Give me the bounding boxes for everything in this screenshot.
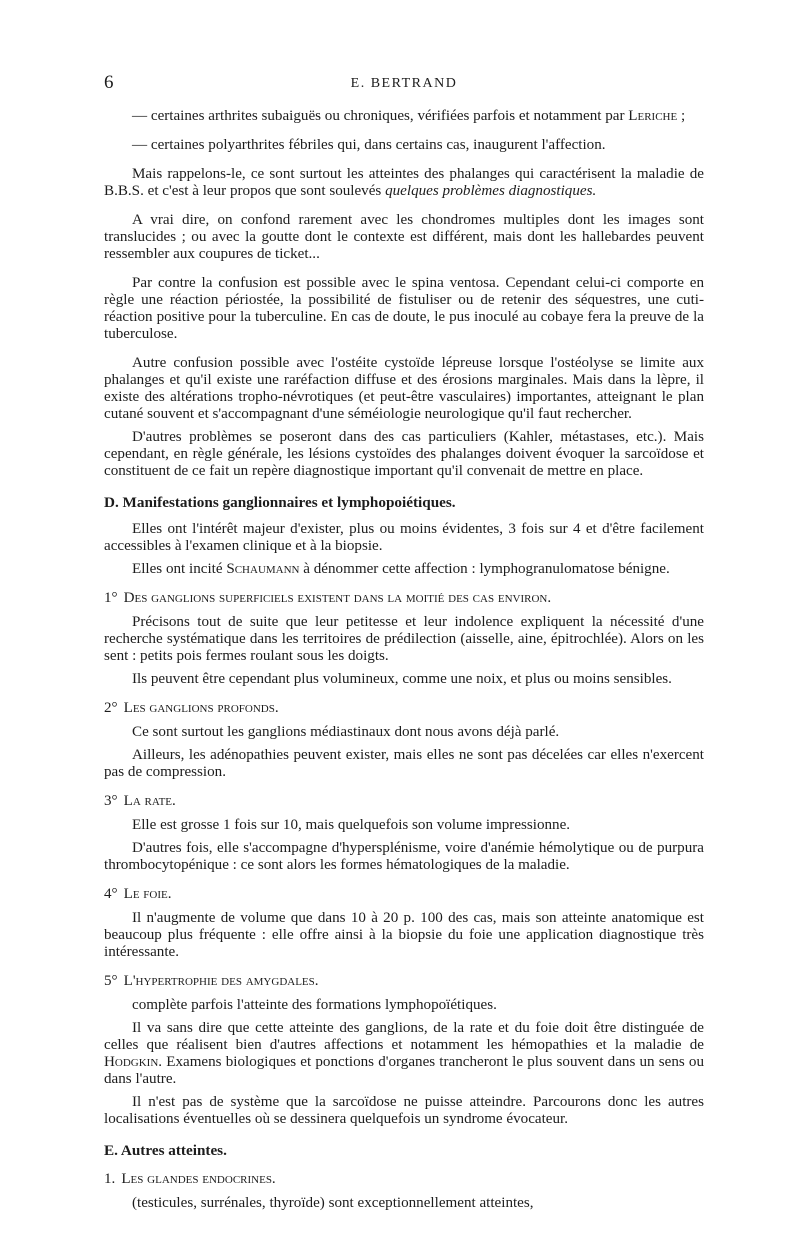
subsection-heading: 2° Les ganglions profonds. bbox=[104, 700, 279, 716]
paragraph: Mais rappelons-le, ce sont surtout les atteintes des phalanges qui caractérisent la maladie de B.B.S. et c'est à leur propos que sont soulevés quelques problèmes diagnostiques. bbox=[104, 166, 704, 199]
paragraph: Précisons tout de suite que leur petitesse et leur indolence expliquent la nécessité d'une recherche systématique dans les territoires de prédilection (aisselle, aine, épitrochlée). Alors on les sent : petits pois fermes roulant sous les doigts. bbox=[104, 614, 704, 664]
paragraph: Elles ont l'intérêt majeur d'exister, plus ou moins évidentes, 3 fois sur 4 et d'être facilement accessibles à l'examen clinique et à la biopsie. bbox=[104, 521, 704, 554]
paragraph: Ailleurs, les adénopathies peuvent exister, mais elles ne sont pas décelées car elles n'exercent pas de compression. bbox=[104, 747, 704, 780]
paragraph: Il n'est pas de système que la sarcoïdose ne puisse atteindre. Parcourons donc les autres localisations éventuelles où se dessinera quelquefois un syndrome évocateur. bbox=[104, 1094, 704, 1127]
paragraph: complète parfois l'atteinte des formations lymphopoïétiques. bbox=[132, 997, 497, 1013]
author-name: Leriche bbox=[628, 108, 678, 124]
page-header bbox=[104, 72, 704, 94]
page-number: 6 bbox=[104, 72, 114, 93]
subsection-heading: 3° La rate. bbox=[104, 793, 176, 809]
running-title: E. BERTRAND bbox=[350, 76, 458, 91]
paragraph: D'autres fois, elle s'accompagne d'hypersplénisme, voire d'anémie hémolytique ou de purpura thrombocytopénique : ce sont alors les formes hématologiques de la maladie. bbox=[104, 840, 704, 873]
subsection-heading: 4° Le foie. bbox=[104, 886, 172, 902]
paragraph: Ce sont surtout les ganglions médiastinaux dont nous avons déjà parlé. bbox=[132, 724, 560, 740]
paragraph: Il n'augmente de volume que dans 10 à 20 p. 100 des cas, mais son atteinte anatomique est beaucoup plus fréquente : elle offre ainsi à la biopsie du foie une application diagnostique très intéressante. bbox=[104, 910, 704, 960]
author-name: Hodgkin bbox=[104, 1054, 159, 1070]
subsection-heading: 1° Des ganglions superficiels existent dans la moitié des cas environ. bbox=[104, 590, 552, 606]
author-name: Schaumann bbox=[226, 561, 300, 577]
subsection-heading: 5° L'hypertrophie des amygdales. bbox=[104, 973, 319, 989]
paragraph: Elle est grosse 1 fois sur 10, mais quelquefois son volume impressionne. bbox=[132, 817, 571, 833]
paragraph: Il va sans dire que cette atteinte des ganglions, de la rate et du foie doit être distinguée de celles que réalisent bien d'autres affections et notamment les hémopathies et la maladie de Hodgkin. Examens biologiques et ponctions d'organes trancheront le plus souvent dans un sens ou dans l'autre. bbox=[104, 1020, 704, 1087]
page-body bbox=[104, 108, 704, 1218]
paragraph: — certaines polyarthrites fébriles qui, dans certains cas, inaugurent l'affection. bbox=[132, 137, 606, 153]
paragraph: Autre confusion possible avec l'ostéite cystoïde lépreuse lorsque l'ostéolyse se limite aux phalanges et qu'il existe une raréfaction diffuse et des érosions marginales. Mais dans la lèpre, il existe des altérations tropho-névrotiques (et peut-être vasculaires) importantes, atteignant le plan cutané souvent et s'accompagnant d'une séméiologie neurologique qu'il faut rechercher. bbox=[104, 355, 704, 422]
paragraph: D'autres problèmes se poseront dans des cas particuliers (Kahler, métastases, etc.). Mais cependant, en règle générale, les lésions cystoïdes des phalanges doivent évoquer la sarcoïdose et constituent de ce fait un repère diagnostique important qu'il convenait de mettre en place. bbox=[104, 429, 704, 479]
section-heading-e: E. Autres atteintes. bbox=[104, 1142, 227, 1159]
paragraph: Par contre la confusion est possible avec le spina ventosa. Cependant celui-ci comporte en règle une réaction périostée, la possibilité de fistuliser ou de retenir des séquestres, une cuti-réaction positive pour la tuberculine. En cas de doute, le pus inoculé au cobaye fera la preuve de la tuberculose. bbox=[104, 275, 704, 342]
paragraph: (testicules, surrénales, thyroïde) sont exceptionnellement atteintes, bbox=[132, 1195, 534, 1211]
paragraph: Ils peuvent être cependant plus volumineux, comme une noix, et plus ou moins sensibles. bbox=[132, 671, 672, 687]
section-heading-d: D. Manifestations ganglionnaires et lymphopoiétiques. bbox=[104, 494, 456, 511]
emphasis: quelques problèmes diagnostiques. bbox=[385, 183, 597, 199]
subsection-heading: 1. Les glandes endocrines. bbox=[104, 1171, 276, 1187]
paragraph: A vrai dire, on confond rarement avec les chondromes multiples dont les images sont translucides ; ou avec la goutte dont le contexte est différent, mais dont les hallebardes peuvent ressembler aux coupures de ticket... bbox=[104, 212, 704, 262]
paragraph: — certaines arthrites subaiguës ou chroniques, vérifiées parfois et notamment par Leriche ; bbox=[132, 108, 686, 124]
paragraph: Elles ont incité Schaumann à dénommer cette affection : lymphogranulomatose bénigne. bbox=[132, 561, 670, 577]
